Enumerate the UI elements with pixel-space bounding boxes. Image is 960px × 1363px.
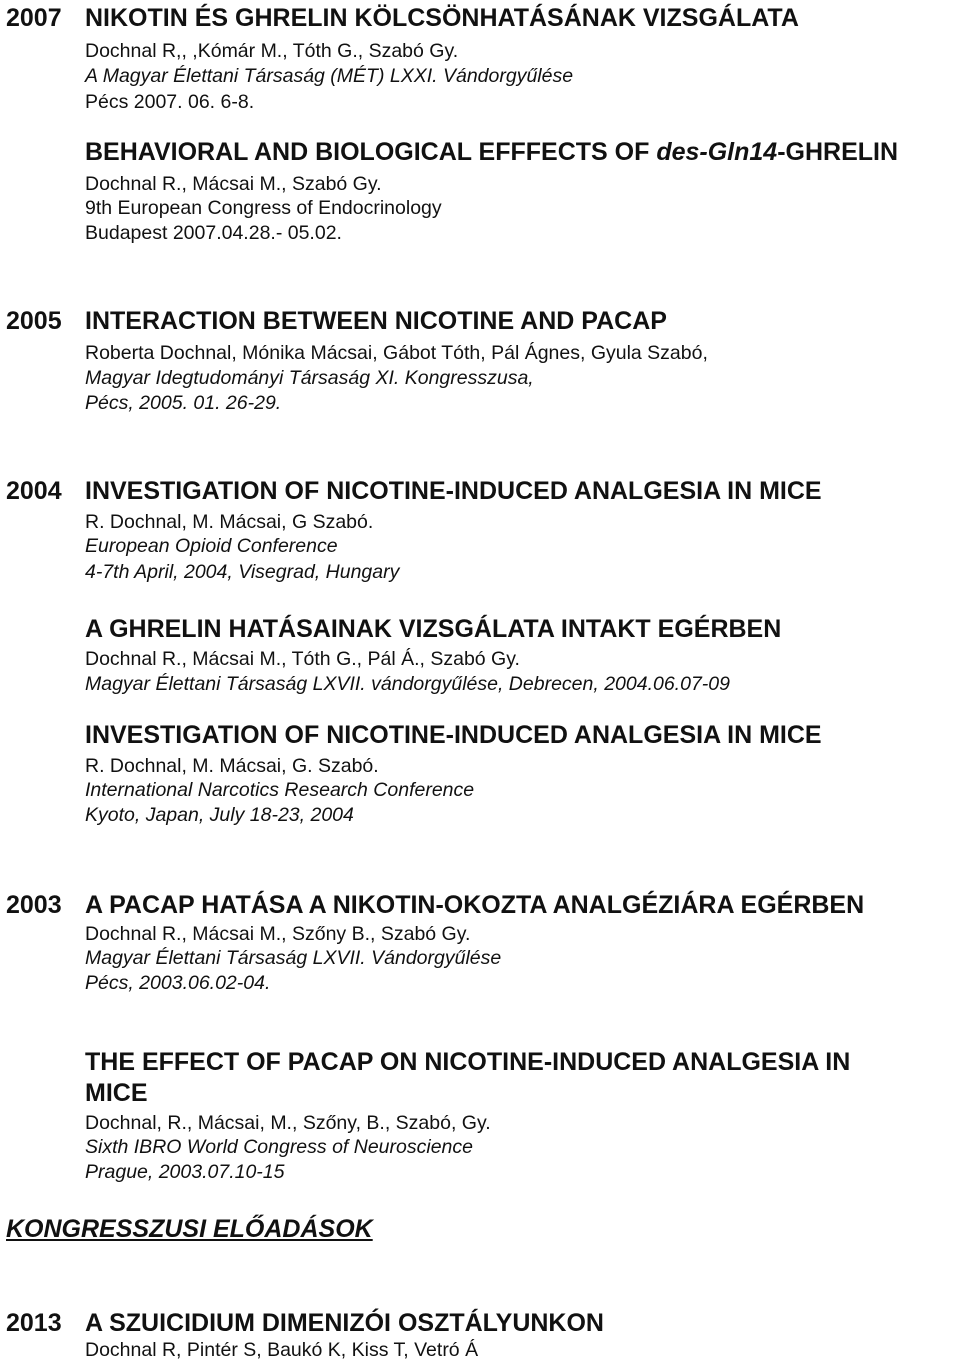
entry-year: 2007 — [6, 4, 62, 32]
entry-title: INVESTIGATION OF NICOTINE-INDUCED ANALGESIA IN MICE — [85, 477, 822, 505]
entry-title: THE EFFECT OF PACAP ON NICOTINE-INDUCED ANALGESIA IN — [85, 1048, 851, 1076]
entry-place: Prague, 2003.07.10-15 — [85, 1161, 285, 1183]
entry-place: Pécs, 2005. 01. 26-29. — [85, 392, 282, 414]
entry-place: 4-7th April, 2004, Visegrad, Hungary — [85, 561, 400, 583]
entry-authors: Dochnal R., Mácsai M., Szabó Gy. — [85, 173, 382, 195]
entry-place: Pécs, 2003.06.02-04. — [85, 972, 271, 994]
entry-venue: Sixth IBRO World Congress of Neuroscience — [85, 1136, 473, 1158]
entry-authors: Dochnal R, Pintér S, Baukó K, Kiss T, Vetró Á — [85, 1339, 479, 1361]
entry-authors: R. Dochnal, M. Mácsai, G Szabó. — [85, 511, 374, 533]
entry-title: A GHRELIN HATÁSAINAK VIZSGÁLATA INTAKT EGÉRBEN — [85, 615, 782, 643]
entry-venue: International Narcotics Research Conference — [85, 779, 475, 801]
entry-year: 2004 — [6, 477, 62, 505]
entry-title: A SZUICIDIUM DIMENIZÓI OSZTÁLYUNKON — [85, 1309, 604, 1337]
entry-venue: A Magyar Élettani Társaság (MÉT) LXXI. Vándorgyűlése — [85, 65, 574, 87]
entry-place: Kyoto, Japan, July 18-23, 2004 — [85, 804, 354, 826]
entry-authors: Dochnal, R., Mácsai, M., Szőny, B., Szabó, Gy. — [85, 1112, 491, 1134]
entry-venue: Magyar Élettani Társaság LXVII. Vándorgyűlése — [85, 947, 502, 969]
entry-title-continued: MICE — [85, 1079, 148, 1107]
entry-venue: European Opioid Conference — [85, 535, 338, 557]
entry-title: A PACAP HATÁSA A NIKOTIN-OKOZTA ANALGÉZIÁRA EGÉRBEN — [85, 891, 865, 919]
entry-authors: R. Dochnal, M. Mácsai, G. Szabó. — [85, 755, 379, 777]
title-prefix: BEHAVIORAL AND BIOLOGICAL EFFFECTS OF — [85, 138, 657, 166]
entry-title: NIKOTIN ÉS GHRELIN KÖLCSÖNHATÁSÁNAK VIZSGÁLATA — [85, 4, 799, 32]
entry-year: 2013 — [6, 1309, 62, 1337]
entry-year: 2005 — [6, 307, 62, 335]
entry-authors: Dochnal R., Mácsai M., Tóth G., Pál Á., Szabó Gy. — [85, 648, 520, 670]
section-heading: KONGRESSZUSI ELŐADÁSOK — [6, 1215, 373, 1243]
entry-year: 2003 — [6, 891, 62, 919]
entry-title — [85, 138, 898, 167]
entry-place: Pécs 2007. 06. 6-8. — [85, 91, 255, 113]
entry-title: INVESTIGATION OF NICOTINE-INDUCED ANALGESIA IN MICE — [85, 721, 822, 749]
title-suffix: -GHRELIN — [777, 138, 899, 166]
entry-venue: Magyar Élettani Társaság LXVII. vándorgyűlése, Debrecen, 2004.06.07-09 — [85, 673, 730, 695]
entry-authors: Dochnal R,, ,Kómár M., Tóth G., Szabó Gy. — [85, 40, 459, 62]
entry-place: Budapest 2007.04.28.- 05.02. — [85, 222, 342, 244]
entry-title: INTERACTION BETWEEN NICOTINE AND PACAP — [85, 307, 667, 335]
title-emphasis: des-Gln14 — [656, 138, 778, 166]
entry-authors: Roberta Dochnal, Mónika Mácsai, Gábot Tóth, Pál Ágnes, Gyula Szabó, — [85, 342, 708, 364]
entry-authors: Dochnal R., Mácsai M., Szőny B., Szabó Gy. — [85, 923, 471, 945]
entry-venue: 9th European Congress of Endocrinology — [85, 197, 442, 219]
entry-venue: Magyar Idegtudományi Társaság XI. Kongresszusa, — [85, 367, 534, 389]
